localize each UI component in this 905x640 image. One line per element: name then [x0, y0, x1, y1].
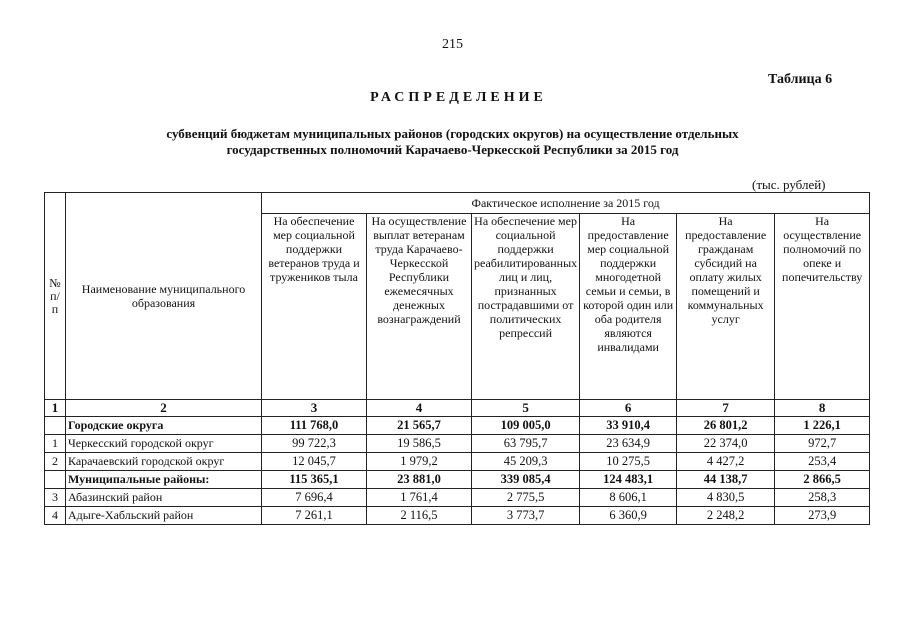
value-cell: 1 226,1 [775, 417, 870, 435]
value-cell: 253,4 [775, 453, 870, 471]
table-row [45, 489, 870, 507]
units-label: (тыс. рублей) [752, 177, 826, 192]
value-cell: 23 881,0 [367, 471, 472, 489]
municipality-name: Черкесский городской округ [66, 435, 262, 453]
value-cell: 63 795,7 [472, 435, 580, 453]
row-number [45, 417, 66, 435]
value-cell: 3 773,7 [472, 507, 580, 525]
municipality-name: Карачаевский городской округ [66, 453, 262, 471]
value-cell: 2 866,5 [775, 471, 870, 489]
header-col-5: На обеспечение мер социальной поддержки реабилитированных лиц и лиц, признанных пострадавшими от политических репрессий [472, 214, 580, 400]
value-cell: 1 761,4 [367, 489, 472, 507]
header-col-6: На предоставление мер социальной поддержки многодетной семьи и семьи, в которой один или оба родителя являются инвалидами [580, 214, 677, 400]
municipality-name: Городские округа [66, 417, 262, 435]
row-number: 3 [45, 489, 66, 507]
table-row [45, 471, 870, 489]
value-cell: 12 045,7 [262, 453, 367, 471]
table-row [45, 417, 870, 435]
table-row [45, 453, 870, 471]
value-cell: 1 979,2 [367, 453, 472, 471]
value-cell: 26 801,2 [677, 417, 775, 435]
value-cell: 33 910,4 [580, 417, 677, 435]
document-title: РАСПРЕДЕЛЕНИЕ [370, 90, 547, 105]
value-cell: 2 248,2 [677, 507, 775, 525]
value-cell: 4 830,5 [677, 489, 775, 507]
value-cell: 339 085,4 [472, 471, 580, 489]
row-number: 2 [45, 453, 66, 471]
index-cell: 3 [262, 400, 367, 417]
value-cell: 45 209,3 [472, 453, 580, 471]
document-subtitle [0, 126, 905, 158]
value-cell: 99 722,3 [262, 435, 367, 453]
row-number: 4 [45, 507, 66, 525]
column-index-row [45, 400, 870, 417]
header-col-3: На обеспечение мер социальной поддержки ветеранов труда и тружеников тыла [262, 214, 367, 400]
value-cell: 44 138,7 [677, 471, 775, 489]
index-cell: 2 [66, 400, 262, 417]
value-cell: 6 360,9 [580, 507, 677, 525]
value-cell: 7 261,1 [262, 507, 367, 525]
value-cell: 19 586,5 [367, 435, 472, 453]
page-number: 215 [442, 37, 463, 52]
value-cell: 22 374,0 [677, 435, 775, 453]
value-cell: 109 005,0 [472, 417, 580, 435]
subtitle-line-2: государственных полномочий Карачаево-Черкесской Республики за 2015 год [226, 142, 679, 157]
value-cell: 8 606,1 [580, 489, 677, 507]
value-cell: 258,3 [775, 489, 870, 507]
table-row [45, 507, 870, 525]
index-cell: 5 [472, 400, 580, 417]
municipality-name: Муниципальные районы: [66, 471, 262, 489]
value-cell: 273,9 [775, 507, 870, 525]
header-col-8: На осуществление полномочий по опеке и попечительству [775, 214, 870, 400]
value-cell: 2 116,5 [367, 507, 472, 525]
header-num: № п/ п [45, 193, 66, 400]
index-cell: 6 [580, 400, 677, 417]
value-cell: 124 483,1 [580, 471, 677, 489]
value-cell: 4 427,2 [677, 453, 775, 471]
subtitle-line-1: субвенций бюджетам муниципальных районов (городских округов) на осуществление отдельных [166, 126, 739, 141]
municipality-name: Адыге-Хабльский район [66, 507, 262, 525]
header-fact: Фактическое исполнение за 2015 год [262, 193, 870, 214]
header-name: Наименование муниципального образования [66, 193, 262, 400]
index-cell: 8 [775, 400, 870, 417]
value-cell: 972,7 [775, 435, 870, 453]
subventions-table [44, 192, 870, 525]
value-cell: 111 768,0 [262, 417, 367, 435]
value-cell: 10 275,5 [580, 453, 677, 471]
header-col-4: На осуществление выплат ветеранам труда Карачаево-Черкесской Республики ежемесячных денежных вознаграждений [367, 214, 472, 400]
index-cell: 1 [45, 400, 66, 417]
table-label: Таблица 6 [768, 72, 833, 87]
table-body [45, 417, 870, 525]
header-col-7: На предоставление гражданам субсидий на оплату жилых помещений и коммунальных услуг [677, 214, 775, 400]
index-cell: 4 [367, 400, 472, 417]
value-cell: 2 775,5 [472, 489, 580, 507]
value-cell: 115 365,1 [262, 471, 367, 489]
row-number: 1 [45, 435, 66, 453]
value-cell: 7 696,4 [262, 489, 367, 507]
municipality-name: Абазинский район [66, 489, 262, 507]
index-cell: 7 [677, 400, 775, 417]
table-row [45, 435, 870, 453]
value-cell: 23 634,9 [580, 435, 677, 453]
row-number [45, 471, 66, 489]
value-cell: 21 565,7 [367, 417, 472, 435]
